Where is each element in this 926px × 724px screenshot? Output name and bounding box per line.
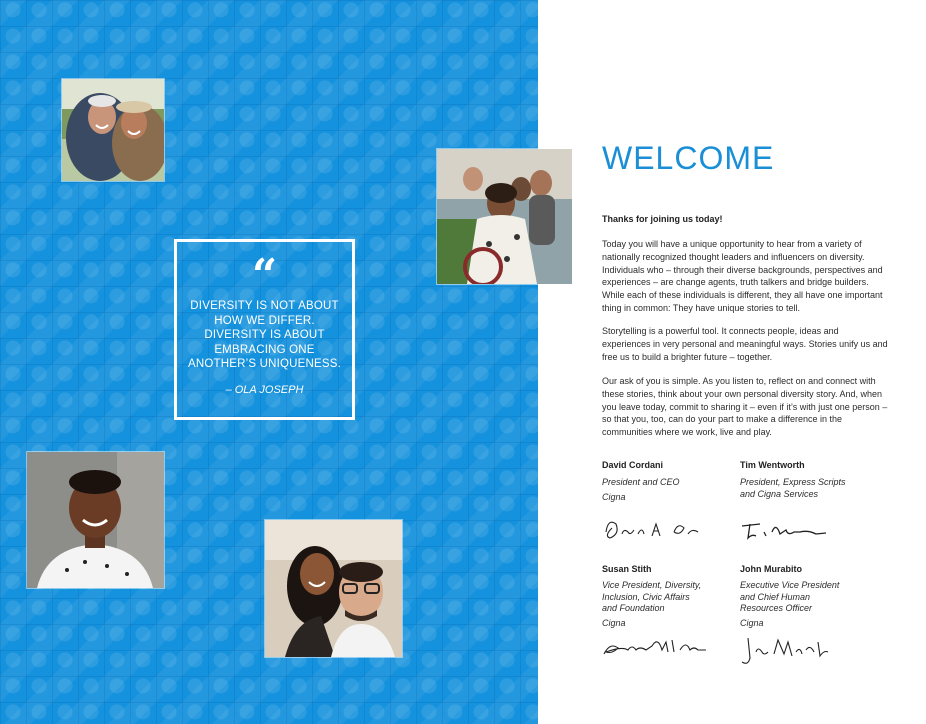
signatory-name: John Murabito xyxy=(740,564,802,574)
intro-paragraph: Today you will have a unique opportunity to hear from a variety of nationally recognized thought leaders and influencers on diversity. Individuals who – through their diverse backgrounds, perspectives and experiences – are change agents, truth talkers and bridge builders. While each of these individuals is different, they all have one important thing in common: They have unique stories to tell. xyxy=(602,239,883,313)
signatory-title: President, Express Scripts and Cigna Services xyxy=(740,477,846,499)
quote-author: – OLA JOSEPH xyxy=(225,384,304,396)
storytelling-paragraph: Storytelling is a powerful tool. It connects people, ideas and experiences in very personal and meaningful ways. Stories unify us and free us to build a brighter future – together. xyxy=(602,326,888,362)
signatory-name: David Cordani xyxy=(602,460,664,470)
signatory-title: Vice President, Diversity, Inclusion, Civic Affairs and Foundation xyxy=(602,580,702,613)
signatory-org: Cigna xyxy=(740,618,764,628)
quote-text: DIVERSITY IS NOT ABOUT HOW WE DIFFER. DIVERSITY IS ABOUT EMBRACING ONE ANOTHER’S UNIQUENESS. xyxy=(187,300,342,370)
signatory-title: Executive Vice President and Chief Human Resources Officer xyxy=(740,580,840,613)
quote-box xyxy=(174,239,355,420)
greeting-text: Thanks for joining us today! xyxy=(602,214,723,224)
ask-paragraph: Our ask of you is simple. As you listen to, reflect on and connect with these stories, think about your own personal diversity story. And, when you leave today, commit to sharing it – even if it’s with just one person – so that you, too, can do your part to make a difference in the communities where we work, live and play. xyxy=(602,376,888,438)
page-title: WELCOME xyxy=(602,140,775,176)
signature-tim-wentworth xyxy=(738,518,830,542)
photo-smiling-woman xyxy=(26,451,165,589)
photo-couple xyxy=(264,519,403,658)
signatory-title: President and CEO xyxy=(602,477,680,487)
signatory-name: Tim Wentworth xyxy=(740,460,805,470)
photo-group-selfie xyxy=(436,148,573,285)
signatory-org: Cigna xyxy=(602,492,626,502)
signatory-org: Cigna xyxy=(602,618,626,628)
signature-david-cordani xyxy=(602,514,702,544)
photo-older-couple xyxy=(61,78,165,182)
quote-mark-icon: “ xyxy=(251,250,278,301)
signature-susan-stith xyxy=(602,632,710,660)
signatory-name: Susan Stith xyxy=(602,564,652,574)
signature-john-murabito xyxy=(740,632,830,670)
